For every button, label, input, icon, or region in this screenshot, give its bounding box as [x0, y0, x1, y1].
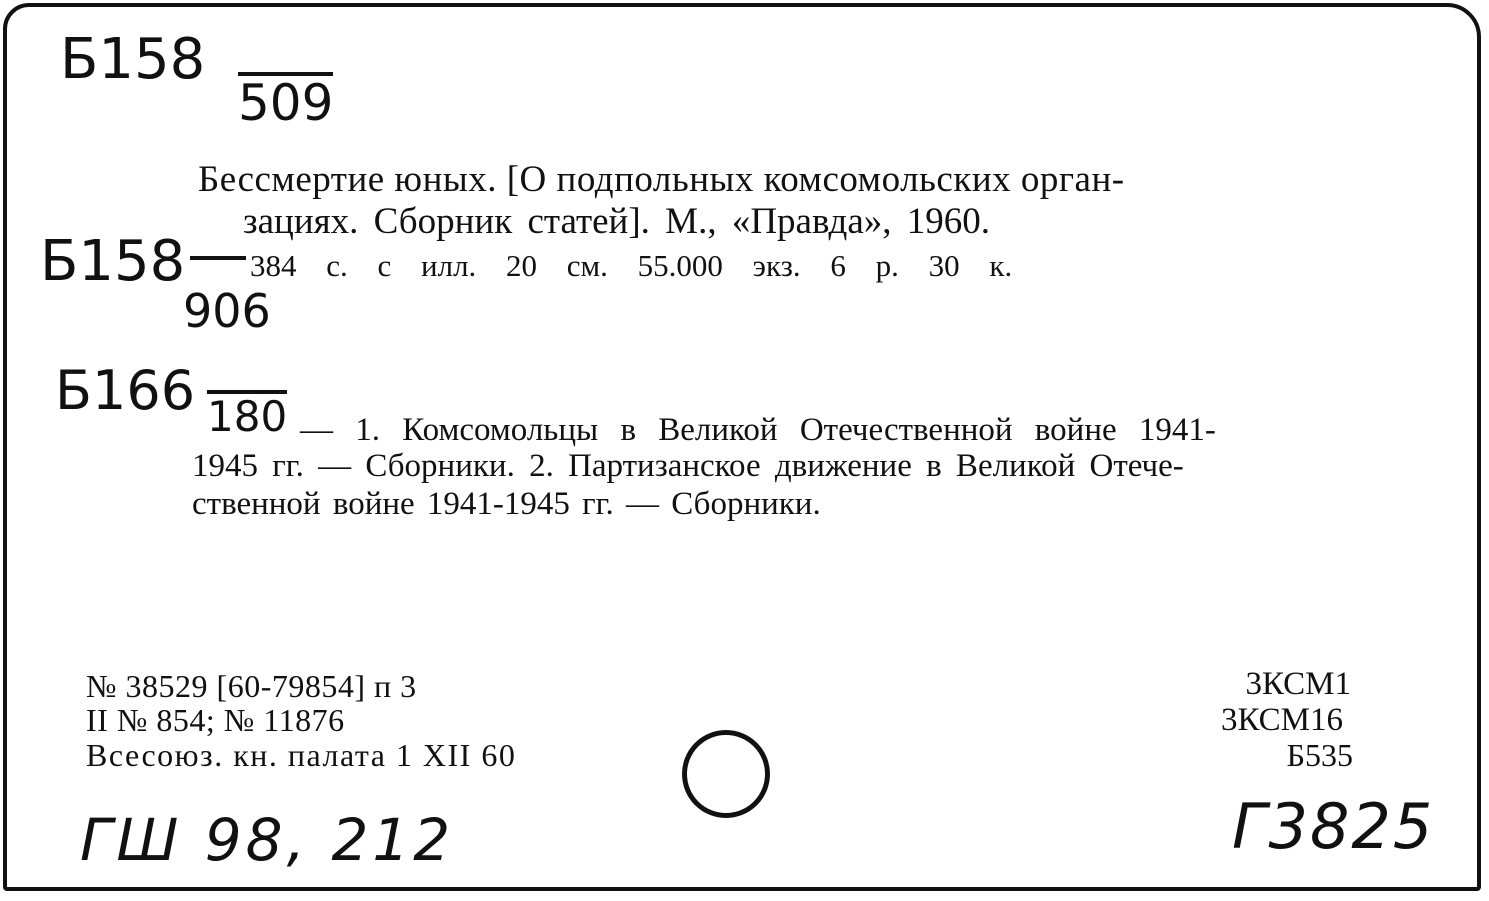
description-dash	[190, 256, 246, 260]
classification-line-2: 3КСМ16	[1220, 702, 1343, 738]
classification-line-1: 3КСМ1	[1245, 666, 1351, 702]
call-number-2-main: Б158	[40, 229, 186, 294]
subject-line-2: 1945 гг. — Сборники. 2. Партизанское движение в Великой Отече-	[192, 448, 1184, 484]
handwritten-note-left: ГШ 98, 212	[80, 806, 455, 874]
call-number-3-sub: 180	[207, 392, 288, 441]
call-number-1-main: Б158	[60, 27, 206, 92]
description-line-3: 384 с. с илл. 20 см. 55.000 экз. 6 р. 30 к.	[250, 248, 1013, 283]
description-line-1: Бессмертие юных. [О подпольных комсомольских орган-	[198, 159, 1125, 200]
handwritten-note-right: Г3825	[1232, 790, 1435, 863]
call-number-2-sub: 906	[183, 284, 271, 338]
record-info-line-3: Всесоюз. кн. палата 1 XII 60	[86, 737, 517, 773]
description-line-2: зациях. Сборник статей]. М., «Правда», 1960.	[243, 201, 991, 242]
subject-line-3: ственной войне 1941-1945 гг. — Сборники.	[192, 486, 821, 522]
punch-hole	[682, 730, 770, 818]
record-info-line-2: II № 854; № 11876	[86, 702, 345, 738]
call-number-1-sub: 509	[238, 74, 334, 132]
subject-line-1: — 1. Комсомольцы в Великой Отечественной войне 1941-	[300, 412, 1216, 448]
call-number-3-main: Б166	[55, 359, 196, 422]
record-info-line-1: № 38529 [60-79854] п 3	[86, 668, 417, 704]
classification-line-3: Б535	[1286, 737, 1353, 773]
